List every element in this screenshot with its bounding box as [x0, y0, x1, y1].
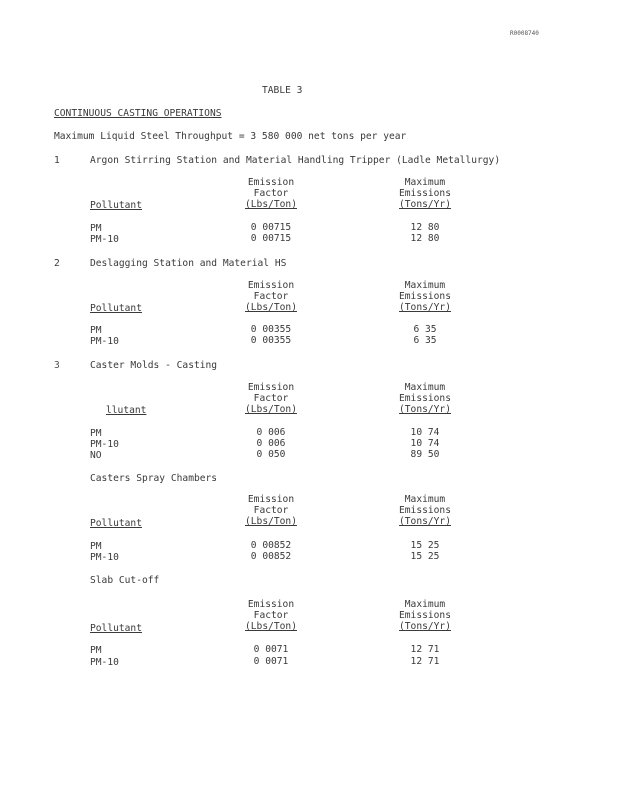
ef-header-1: Emission — [247, 494, 295, 505]
emission-cell: 6 35 — [413, 324, 437, 335]
me-header-1: Maximum — [404, 177, 446, 188]
me-header-1: Maximum — [404, 382, 446, 393]
section-number: 2 — [54, 258, 60, 269]
me-header-3: (Tons/Yr) — [399, 404, 451, 415]
ef-header-3: (Lbs/Ton) — [245, 621, 297, 632]
ef-header-2: Factor — [253, 610, 289, 621]
pollutant-cell: NO — [90, 450, 102, 461]
pollutant-cell: PM-10 — [90, 439, 119, 450]
me-header-3: (Tons/Yr) — [399, 302, 451, 313]
ef-header-1: Emission — [247, 599, 295, 610]
ef-header-2: Factor — [253, 291, 289, 302]
me-header-3: (Tons/Yr) — [399, 516, 451, 527]
emission-cell: 6 35 — [413, 335, 437, 346]
pollutant-header: Pollutant — [90, 623, 142, 634]
pollutant-cell: PM-10 — [90, 234, 119, 245]
factor-cell: 0 006 — [256, 427, 286, 438]
table-title: TABLE 3 — [262, 85, 303, 96]
ef-header-1: Emission — [247, 280, 295, 291]
pollutant-cell: PM-10 — [90, 657, 119, 668]
emission-cell: 12 71 — [410, 644, 440, 655]
ef-header-3: (Lbs/Ton) — [245, 199, 297, 210]
ef-header-2: Factor — [253, 505, 289, 516]
section-name: Slab Cut-off — [90, 575, 160, 586]
ef-header-3: (Lbs/Ton) — [245, 404, 297, 415]
ef-header-3: (Lbs/Ton) — [245, 302, 297, 313]
section-heading: CONTINUOUS CASTING OPERATIONS — [54, 108, 222, 119]
factor-cell: 0 0071 — [253, 644, 289, 655]
ef-header-1: Emission — [247, 382, 295, 393]
pollutant-header: Pollutant — [90, 518, 142, 529]
document-id: R0008740 — [510, 30, 539, 37]
factor-cell: 0 006 — [256, 438, 286, 449]
section-name: Deslagging Station and Material HS — [90, 258, 287, 269]
me-header-2: Emissions — [399, 291, 451, 302]
pollutant-cell: PM — [90, 541, 102, 552]
pollutant-cell: PM-10 — [90, 336, 119, 347]
factor-cell: 0 00355 — [250, 324, 292, 335]
me-header-2: Emissions — [399, 393, 451, 404]
pollutant-cell: PM — [90, 325, 102, 336]
emission-cell: 15 25 — [410, 540, 440, 551]
emission-cell: 10 74 — [410, 427, 440, 438]
factor-cell: 0 00355 — [250, 335, 292, 346]
pollutant-header: Pollutant — [90, 303, 142, 314]
pollutant-cell: PM — [90, 645, 102, 656]
pollutant-header: Pollutant — [90, 200, 142, 211]
factor-cell: 0 0071 — [253, 656, 289, 667]
ef-header-2: Factor — [253, 393, 289, 404]
me-header-2: Emissions — [399, 610, 451, 621]
pollutant-cell: PM-10 — [90, 552, 119, 563]
section-name: Caster Molds - Casting — [90, 360, 218, 371]
me-header-3: (Tons/Yr) — [399, 621, 451, 632]
emission-cell: 89 50 — [410, 449, 440, 460]
emission-cell: 10 74 — [410, 438, 440, 449]
factor-cell: 0 00715 — [250, 222, 292, 233]
factor-cell: 0 00852 — [250, 551, 292, 562]
me-header-2: Emissions — [399, 505, 451, 516]
throughput-line: Maximum Liquid Steel Throughput = 3 580 000 net tons per year — [54, 131, 407, 142]
ef-header-2: Factor — [253, 188, 289, 199]
factor-cell: 0 00852 — [250, 540, 292, 551]
section-name: Argon Stirring Station and Material Handling Tripper (Ladle Metallurgy) — [90, 155, 501, 166]
me-header-1: Maximum — [404, 280, 446, 291]
emission-cell: 12 80 — [410, 233, 440, 244]
me-header-2: Emissions — [399, 188, 451, 199]
emission-cell: 12 80 — [410, 222, 440, 233]
section-number: 3 — [54, 360, 60, 371]
section-name: Casters Spray Chambers — [90, 473, 218, 484]
me-header-3: (Tons/Yr) — [399, 199, 451, 210]
pollutant-cell: PM — [90, 223, 102, 234]
me-header-1: Maximum — [404, 494, 446, 505]
factor-cell: 0 00715 — [250, 233, 292, 244]
ef-header-3: (Lbs/Ton) — [245, 516, 297, 527]
pollutant-header: llutant — [106, 405, 147, 416]
pollutant-cell: PM — [90, 428, 102, 439]
me-header-1: Maximum — [404, 599, 446, 610]
section-number: 1 — [54, 155, 60, 166]
emission-cell: 15 25 — [410, 551, 440, 562]
ef-header-1: Emission — [247, 177, 295, 188]
factor-cell: 0 050 — [256, 449, 286, 460]
emission-cell: 12 71 — [410, 656, 440, 667]
